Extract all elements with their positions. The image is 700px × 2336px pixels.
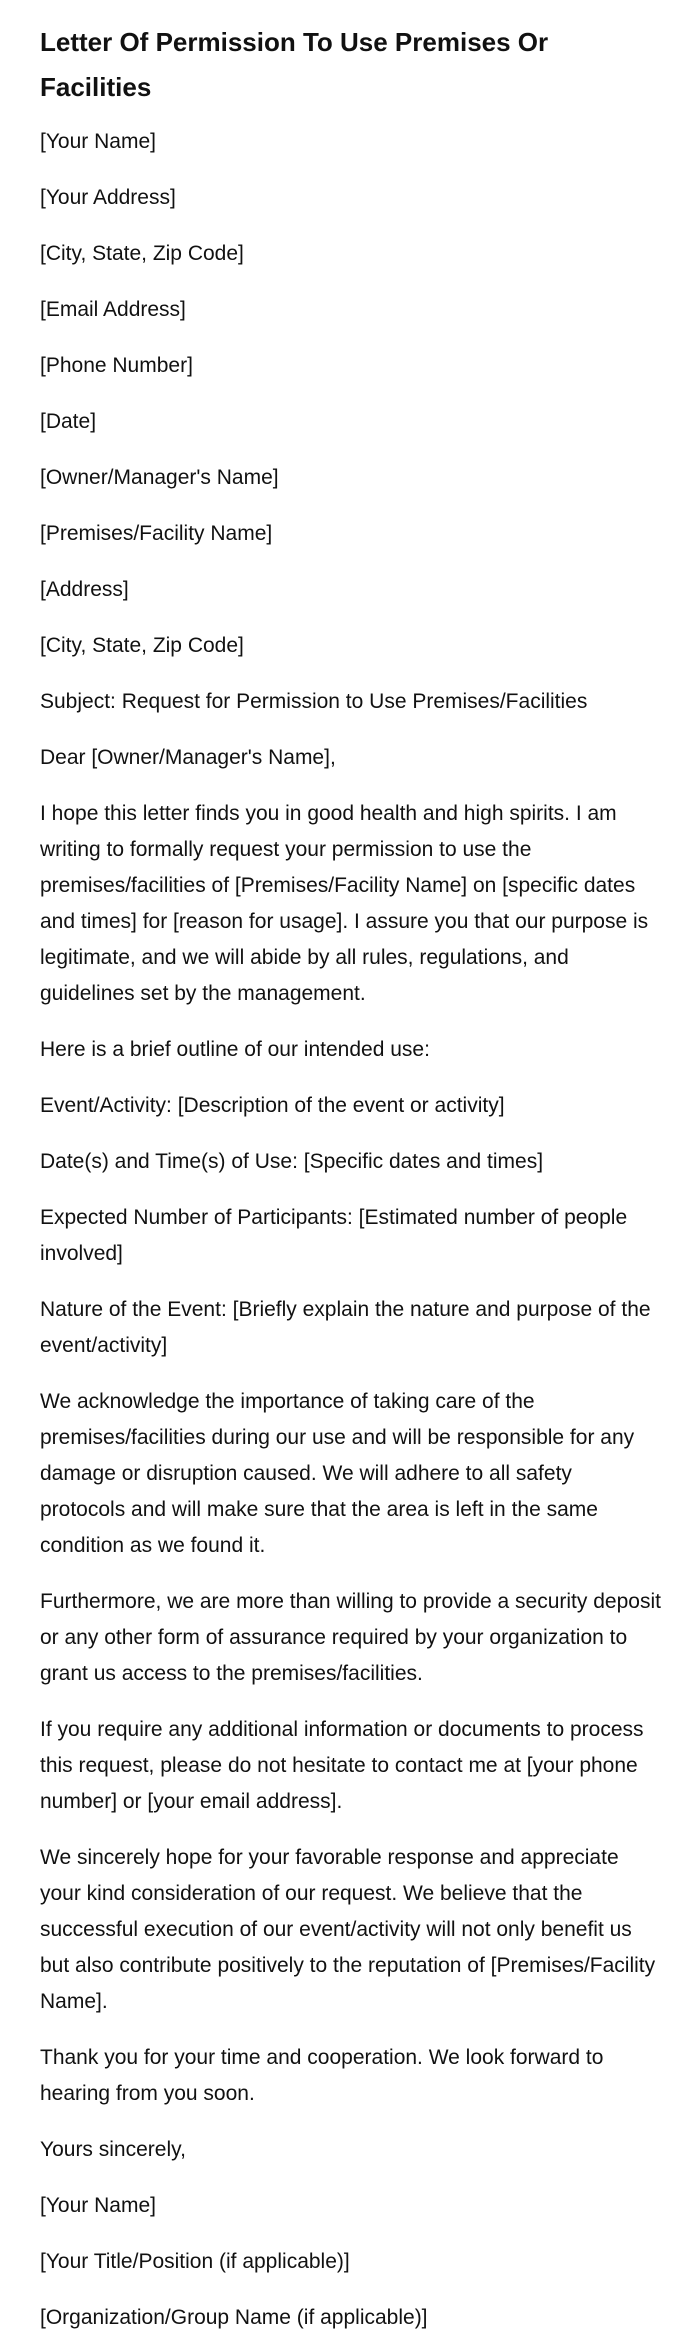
recipient-city-state-zip: [City, State, Zip Code] [40, 634, 244, 657]
outline-item-nature: Nature of the Event: [Briefly explain the nature and purpose of the event/activity] [40, 1298, 651, 1357]
signature-title: [Your Title/Position (if applicable)] [40, 2250, 350, 2273]
outline-item-participants: Expected Number of Participants: [Estimated number of people involved] [40, 1206, 628, 1265]
sender-address: [Your Address] [40, 186, 176, 209]
body-paragraph: We sincerely hope for your favorable response and appreciate your kind consideration of our request. We believe that the successful execution of our event/activity will not only benefit us but also contribute positively to the reputation of [Premises/Facility Name]. [40, 1846, 656, 2013]
outline-item-event: Event/Activity: [Description of the event or activity] [40, 1094, 505, 1117]
sender-email: [Email Address] [40, 298, 186, 321]
signature-name: [Your Name] [40, 2194, 156, 2217]
salutation: Dear [Owner/Manager's Name], [40, 746, 336, 769]
body-paragraph: Here is a brief outline of our intended use: [40, 1038, 430, 1061]
sender-name: [Your Name] [40, 130, 156, 153]
sender-phone: [Phone Number] [40, 354, 193, 377]
signature-organization: [Organization/Group Name (if applicable)] [40, 2306, 428, 2329]
body-paragraph: Thank you for your time and cooperation. We look forward to hearing from you soon. [40, 2046, 604, 2105]
subject-line: Subject: Request for Permission to Use Premises/Facilities [40, 690, 588, 713]
body-paragraph: Furthermore, we are more than willing to provide a security deposit or any other form of assurance required by your organization to grant us access to the premises/facilities. [40, 1590, 661, 1685]
recipient-name: [Owner/Manager's Name] [40, 466, 279, 489]
recipient-facility: [Premises/Facility Name] [40, 522, 273, 545]
closing: Yours sincerely, [40, 2138, 186, 2161]
body-paragraph: I hope this letter finds you in good health and high spirits. I am writing to formally request your permission to use the premises/facilities of [Premises/Facility Name] on [specific dates and times] for [reason for usage]. I assure you that our purpose is legitimate, and we will abide by all rules, regulations, and guidelines set by the management. [40, 802, 649, 1005]
sender-city-state-zip: [City, State, Zip Code] [40, 242, 244, 265]
recipient-address: [Address] [40, 578, 129, 601]
body-paragraph: We acknowledge the importance of taking care of the premises/facilities during our use and will be responsible for any damage or disruption caused. We will adhere to all safety protocols and will make sure that the area is left in the same condition as we found it. [40, 1390, 635, 1557]
outline-item-dates: Date(s) and Time(s) of Use: [Specific dates and times] [40, 1150, 544, 1173]
letter-date: [Date] [40, 410, 97, 433]
document-title: Letter Of Permission To Use Premises Or Facilities [40, 27, 549, 102]
body-paragraph: If you require any additional information or documents to process this request, please do not hesitate to contact me at [your phone number] or [your email address]. [40, 1718, 644, 1813]
